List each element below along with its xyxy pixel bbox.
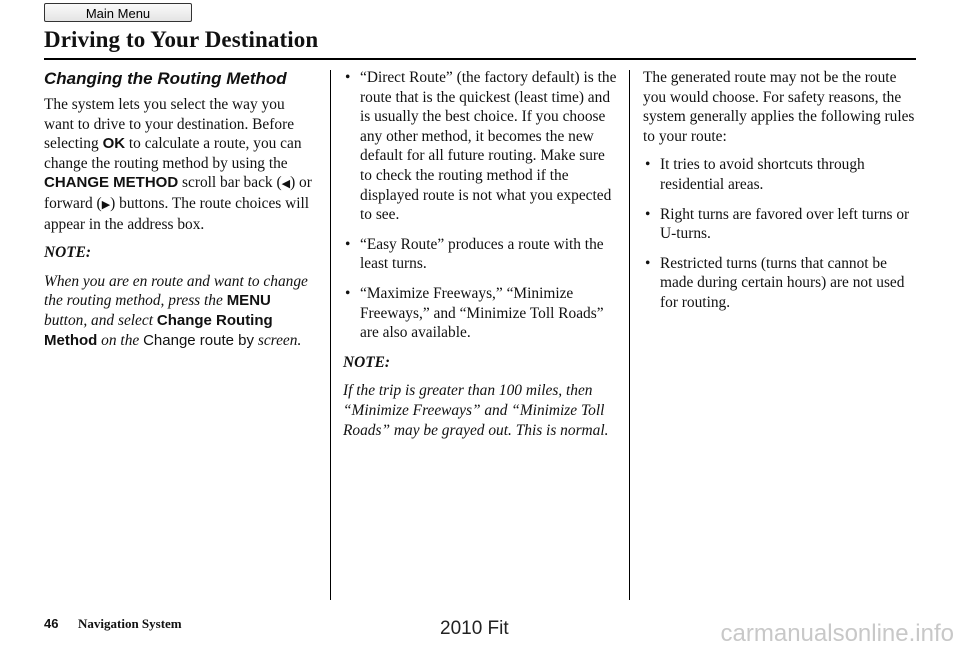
rules-list xyxy=(643,155,919,312)
rules-intro: The generated route may not be the route you would choose. For safety reasons, the system generally applies the following rules to your route: xyxy=(643,69,915,145)
list-item: • It tries to avoid shortcuts through residential areas. xyxy=(643,155,919,194)
model-label: 2010 Fit xyxy=(440,618,509,639)
note-text: If the trip is greater than 100 miles, then “Minimize Freeways” and “Minimize Toll Roads” may be grayed out. This is normal. xyxy=(343,382,609,439)
note-label: NOTE: xyxy=(343,353,391,371)
column-2 xyxy=(343,68,619,449)
change-route-by-label: Change route by xyxy=(143,331,254,349)
menu-label: MENU xyxy=(226,292,271,310)
column-1 xyxy=(44,68,316,359)
title-divider xyxy=(44,58,916,60)
list-item: • “Easy Route” produces a route with the least turns. xyxy=(343,235,619,274)
left-arrow-icon: ◀ xyxy=(281,177,291,191)
intro-paragraph: The system lets you select the way you want to drive to your destination. Before selecting OK to calculate a route, you can change the routing method by using the CHANGE METHOD scroll bar back (◀) or forward (▶) buttons. The route choices will appear in the address box. xyxy=(44,96,312,233)
section-heading: Changing the Routing Method xyxy=(44,69,287,88)
note-text: When you are en route and want to change the routing method, press the MENU button, and select Change Routing Method on the Change route by screen. xyxy=(44,272,308,349)
watermark: carmanualsonline.info xyxy=(720,620,954,647)
note-label: NOTE: xyxy=(44,244,92,262)
column-divider-1 xyxy=(330,70,331,600)
page-number: 46 xyxy=(44,616,59,631)
list-item: • Restricted turns (turns that cannot be made during certain hours) are not used for routing. xyxy=(643,254,919,313)
change-routing-method-label: Change Routing Method xyxy=(44,311,273,349)
column-3 xyxy=(643,68,919,323)
right-arrow-icon: ▶ xyxy=(101,197,111,211)
list-item: • “Direct Route” (the factory default) is the route that is the quickest (least time) and is usually the best choice. If you choose any other method, it becomes the new default for all future routing. Make sure to check the routing method if the displayed route is not what you expected to see. xyxy=(343,68,619,225)
ok-label: OK xyxy=(102,135,126,153)
column-divider-2 xyxy=(629,70,630,600)
list-item: • “Maximize Freeways,” “Minimize Freeways,” and “Minimize Toll Roads” are also available. xyxy=(343,284,619,343)
change-method-label: CHANGE METHOD xyxy=(44,174,179,192)
page-title: Driving to Your Destination xyxy=(44,27,319,52)
list-item: • Right turns are favored over left turns or U-turns. xyxy=(643,205,919,244)
route-options-list xyxy=(343,68,619,343)
main-menu-button[interactable]: Main Menu xyxy=(44,3,192,22)
footer-section-label: Navigation System xyxy=(78,616,182,631)
